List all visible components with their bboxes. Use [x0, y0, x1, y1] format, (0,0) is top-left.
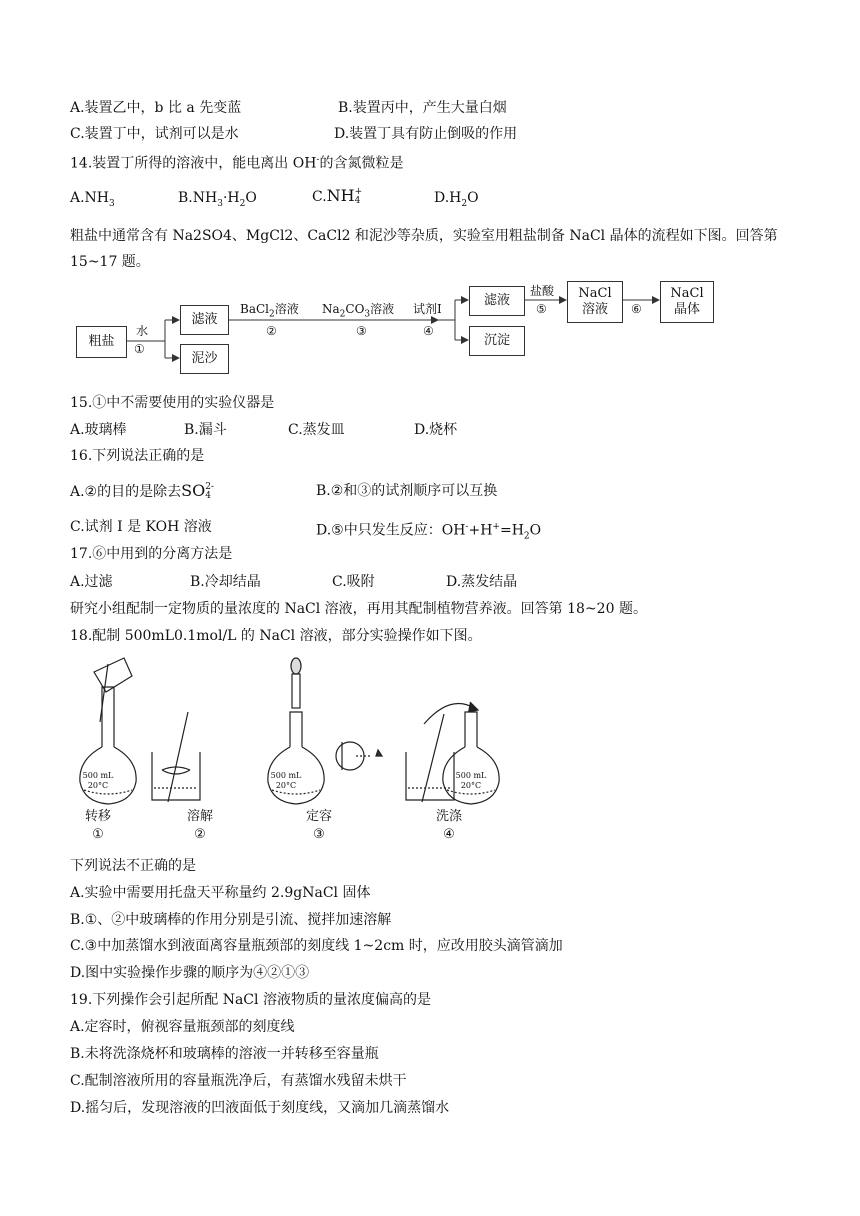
flow-crude-salt: 粗盐 [76, 326, 127, 358]
flow-na2co3-label: $Na_2CO_3$溶液 [322, 302, 395, 320]
q18-option-b: B.①、②中玻璃棒的作用分别是引流、搅拌加速溶解 [70, 912, 392, 928]
q13-option-d: D.装置丁具有防止倒吸的作用 [334, 126, 518, 142]
q13-option-a: A.装置乙中，b 比 a 先变蓝 [70, 100, 242, 116]
q16-option-d: D.⑤中只发生反应：$OH^-+H^+=H_2O$ [316, 522, 542, 542]
flask-1-volume: 500 mL [82, 771, 114, 780]
flow-hcl-label: 盐酸 [530, 284, 555, 298]
q15-option-a: A.玻璃棒 [70, 422, 127, 438]
flow-step1: ① [134, 342, 145, 356]
q18-question: 下列说法不正确的是 [70, 858, 196, 874]
flask-3-temp: 20°C [275, 781, 297, 790]
q15-stem: 15.①中不需要使用的实验仪器是 [70, 395, 275, 411]
q14-option-c: C.NH + 4 [312, 186, 363, 206]
flow-filtrate-1: 滤液 [180, 305, 229, 335]
caption-make-up-volume: 定容 ③ [305, 809, 332, 842]
q14-option-a: $A.NH_3$ [70, 190, 115, 209]
q16-stem: 16.下列说法正确的是 [70, 448, 205, 464]
q16-option-c: C.试剂 I 是 KOH 溶液 [70, 519, 212, 535]
q14-stem: 14.装置丁所得的溶液中，能电离出 OH-的含氮微粒是 [70, 155, 404, 172]
q15-option-d: D.烧杯 [414, 422, 458, 438]
q18-option-d: D.图中实验操作步骤的顺序为④②①③ [70, 965, 310, 981]
flow-diagram-arrows [0, 0, 860, 400]
q18-stem: 18.配制 500mL0.1mol/L 的 NaCl 溶液，部分实验操作如下图。 [70, 628, 482, 644]
caption-dissolve: 溶解 ② [186, 809, 213, 842]
flow-step6: ⑥ [631, 302, 642, 316]
q19-option-b: B.未将洗涤烧杯和玻璃棒的溶液一并转移至容量瓶 [70, 1046, 379, 1062]
q13-option-c: C.装置丁中，试剂可以是水 [70, 126, 239, 142]
flow-step2: ② [266, 324, 277, 338]
q16-option-a: A.②的目的是除去SO 2- 4 [70, 481, 214, 501]
intro-crude-salt-line2: 15~17 题。 [70, 254, 150, 270]
q14-option-d: $D.H_2O$ [434, 190, 479, 209]
flask-4-temp: 20°C [460, 781, 482, 790]
flow-nacl-crystal: NaCl 晶体 [660, 281, 714, 323]
q19-option-d: D.摇匀后，发现溶液的凹液面低于刻度线，又滴加几滴蒸馏水 [70, 1100, 450, 1116]
flow-sediment: 泥沙 [180, 344, 229, 374]
caption-transfer: 转移 ① [84, 809, 111, 842]
caption-wash: 洗涤 ④ [435, 809, 462, 842]
flow-step3: ③ [356, 324, 367, 338]
flow-water-label: 水 [136, 324, 149, 338]
flow-filtrate-2: 滤液 [469, 286, 525, 316]
q18-option-c: C.③中加蒸馏水到液面离容量瓶颈部的刻度线 1~2cm 时，应改用胶头滴管滴加 [70, 938, 563, 954]
q17-option-a: A.过滤 [70, 574, 113, 590]
flask-3-volume: 500 mL [270, 771, 302, 780]
q15-option-c: C.蒸发皿 [288, 422, 345, 438]
flow-step5: ⑤ [536, 302, 547, 316]
flow-step4: ④ [423, 324, 434, 338]
q17-option-b: B.冷却结晶 [190, 574, 261, 590]
intro-crude-salt-line1: 粗盐中通常含有 Na2SO4、MgCl2、CaCl2 和泥沙等杂质，实验室用粗盐制备 NaCl 晶体的流程如下图。回答第 [70, 228, 778, 244]
q19-option-a: A.定容时，俯视容量瓶颈部的刻度线 [70, 1019, 295, 1035]
flask-1-temp: 20°C [87, 781, 109, 790]
q16-option-b: B.②和③的试剂顺序可以互换 [316, 483, 498, 499]
q14-option-b: $B.NH_3\cdot H_2O$ [178, 190, 257, 209]
q13-option-b: B.装置丙中，产生大量白烟 [338, 100, 507, 116]
flow-bacl2-label: BaCl$_2$溶液 [240, 302, 299, 320]
flask-4-volume: 500 mL [455, 771, 487, 780]
q19-stem: 19.下列操作会引起所配 NaCl 溶液物质的量浓度偏高的是 [70, 992, 431, 1008]
flow-precipitate: 沉淀 [469, 326, 525, 356]
intro-nacl-solution: 研究小组配制一定物质的量浓度的 NaCl 溶液，再用其配制植物营养液。回答第 18~20 题。 [70, 601, 647, 617]
q17-option-c: C.吸附 [332, 574, 375, 590]
flow-nacl-solution: NaCl 溶液 [567, 281, 623, 323]
flow-reagent1-label: 试剂Ⅰ [413, 302, 442, 316]
q15-option-b: B.漏斗 [184, 422, 227, 438]
q18-option-a: A.实验中需要用托盘天平称量约 2.9gNaCl 固体 [70, 885, 371, 901]
q17-stem: 17.⑥中用到的分离方法是 [70, 546, 233, 562]
q17-option-d: D.蒸发结晶 [446, 574, 518, 590]
q19-option-c: C.配制溶液所用的容量瓶洗净后，有蒸馏水残留未烘干 [70, 1073, 407, 1089]
